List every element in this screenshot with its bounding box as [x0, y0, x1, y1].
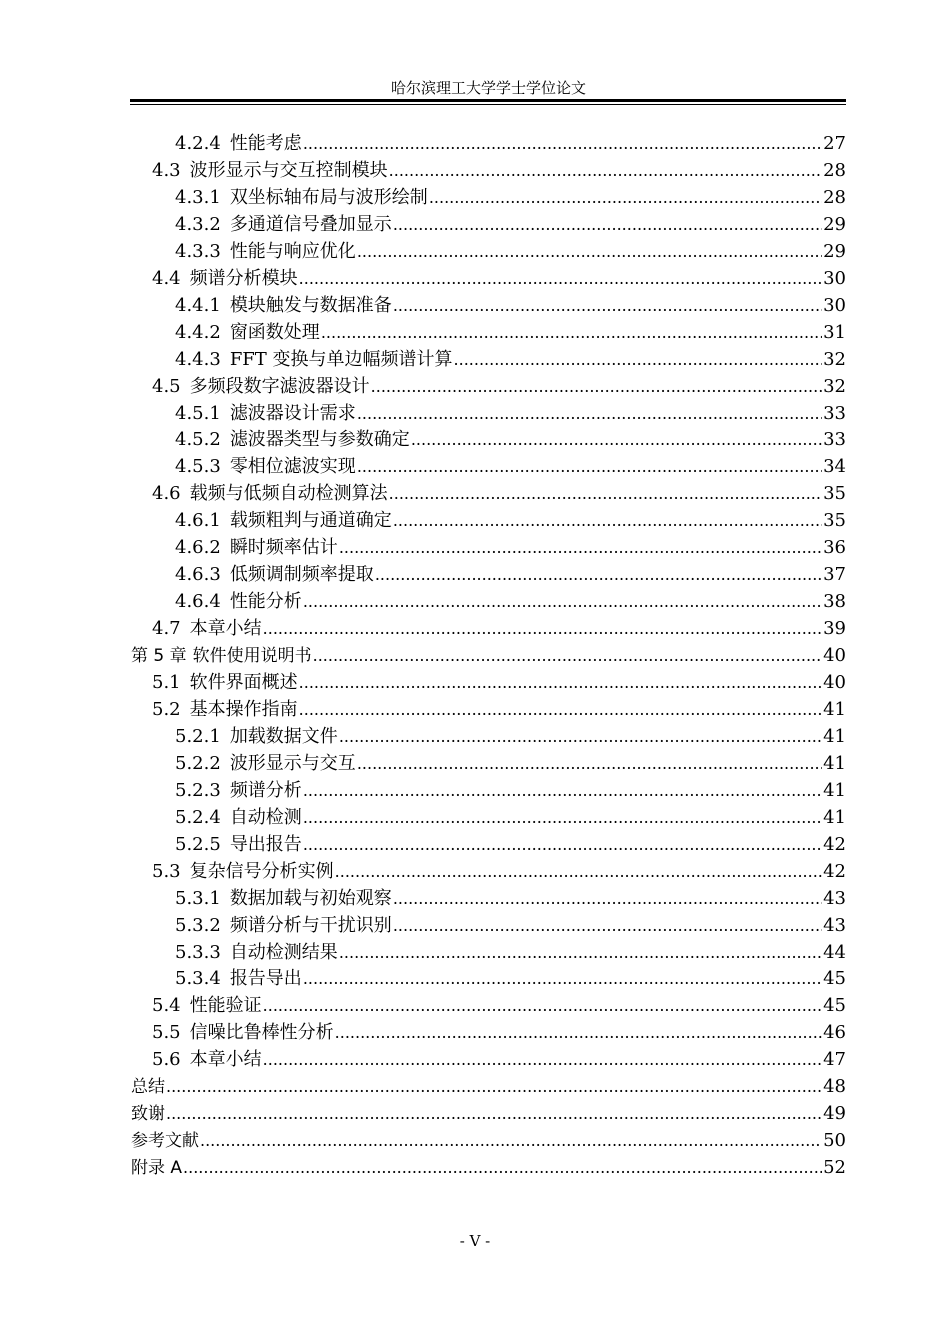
toc-entry-page: 41 — [823, 725, 846, 747]
toc-entry-page: 44 — [823, 941, 846, 963]
toc-entry-number: 4.4.3 — [175, 348, 221, 370]
toc-entry-page: 40 — [823, 645, 846, 667]
toc-entry-title: 复杂信号分析实例 — [189, 860, 334, 882]
toc-entry-page: 29 — [823, 240, 846, 262]
toc-entry-page: 34 — [823, 456, 846, 478]
toc-entry-title: 本章小结 — [189, 1049, 262, 1071]
toc-entry[interactable] — [152, 1046, 846, 1073]
toc-dot-leader — [357, 400, 822, 427]
toc-dot-leader — [299, 669, 822, 696]
toc-entry-number: 4.6.2 — [175, 537, 221, 559]
toc-entry[interactable] — [152, 1019, 846, 1046]
toc-entry[interactable] — [175, 292, 846, 319]
toc-entry-number: 4.3.1 — [175, 186, 221, 208]
toc-entry-page: 37 — [823, 564, 846, 586]
toc-dot-leader — [357, 238, 822, 265]
toc-entry-page: 41 — [823, 698, 846, 720]
toc-entry-title: 本章小结 — [189, 618, 262, 640]
toc-dot-leader — [454, 346, 823, 373]
toc-dot-leader — [166, 1073, 822, 1100]
toc-entry[interactable] — [175, 831, 846, 858]
toc-entry-page: 27 — [823, 133, 846, 154]
toc-entry[interactable] — [175, 561, 846, 588]
toc-entry-number: 5.3.2 — [175, 914, 221, 936]
toc-entry-number: 4.5.1 — [175, 402, 221, 424]
page-number: - V - — [459, 1232, 491, 1250]
toc-entry-title: 频谱分析 — [229, 779, 302, 801]
toc-entry-number: 4.5.3 — [175, 456, 221, 478]
toc-entry-title: 滤波器设计需求 — [229, 402, 356, 424]
toc-entry[interactable] — [131, 1154, 846, 1181]
toc-entry-number: 4.5 — [152, 375, 181, 397]
toc-entry-title: 软件使用说明书 — [192, 646, 312, 667]
toc-entry-title: 致谢 — [131, 1104, 165, 1125]
toc-entry-number: 第 5 章 — [131, 646, 187, 667]
toc-entry-number: 5.3.4 — [175, 968, 221, 990]
toc-dot-leader — [263, 615, 822, 642]
toc-entry-page: 28 — [823, 159, 846, 181]
toc-dot-leader — [263, 992, 822, 1019]
toc-entry[interactable] — [175, 885, 846, 912]
toc-entry-title: 性能考虑 — [229, 133, 302, 154]
toc-entry-page: 28 — [823, 186, 846, 208]
toc-dot-leader — [313, 642, 822, 669]
toc-entry[interactable] — [175, 211, 846, 238]
header-rule-thick — [130, 99, 846, 102]
toc-entry[interactable] — [152, 992, 846, 1019]
toc-entry-title: 导出报告 — [229, 833, 302, 855]
toc-entry-number: 4.2.4 — [175, 133, 221, 154]
toc-entry-title: 频谱分析与干扰识别 — [229, 914, 392, 936]
toc-entry-page: 32 — [823, 348, 846, 370]
toc-entry-page: 52 — [823, 1157, 846, 1179]
running-header: 哈尔滨理工大学学士学位论文 — [390, 79, 586, 97]
toc-entry-number: 5.2.3 — [175, 779, 221, 801]
header-rule-thin — [130, 104, 846, 105]
toc-entry-page: 31 — [823, 321, 846, 343]
toc-entry-number: 5.5 — [152, 1022, 181, 1044]
toc-entry-page: 41 — [823, 752, 846, 774]
toc-dot-leader — [303, 965, 822, 992]
toc-dot-leader — [321, 319, 822, 346]
toc-entry[interactable] — [175, 400, 846, 427]
toc-dot-leader — [357, 750, 822, 777]
toc-dot-leader — [299, 265, 822, 292]
toc-dot-leader — [339, 723, 822, 750]
toc-entry-number: 5.2.4 — [175, 806, 221, 828]
toc-entry[interactable] — [152, 669, 846, 696]
toc-entry-title: 性能验证 — [189, 995, 262, 1017]
toc-entry[interactable] — [152, 157, 846, 184]
toc-entry-title: 波形显示与交互 — [229, 752, 356, 774]
toc-entry-number: 5.2.1 — [175, 725, 221, 747]
toc-dot-leader — [393, 211, 822, 238]
toc-entry-number: 4.4.1 — [175, 294, 221, 316]
toc-dot-leader — [339, 534, 822, 561]
toc-entry[interactable] — [152, 858, 846, 885]
toc-entry-title: 数据加载与初始观察 — [229, 887, 392, 909]
toc-entry-title: 滤波器类型与参数确定 — [229, 429, 410, 451]
toc-dot-leader — [303, 130, 822, 157]
toc-entry[interactable] — [131, 642, 846, 669]
toc-dot-leader — [371, 373, 822, 400]
toc-dot-leader — [357, 453, 822, 480]
toc-entry-title: 瞬时频率估计 — [229, 537, 338, 559]
toc-entry-page: 30 — [823, 267, 846, 289]
toc-entry-title: FFT 变换与单边幅频谱计算 — [229, 348, 453, 370]
toc-dot-leader — [411, 426, 822, 453]
toc-entry-title: 低频调制频率提取 — [229, 564, 374, 586]
toc-entry-number: 5.2.5 — [175, 833, 221, 855]
toc-entry-number: 4.3.2 — [175, 213, 221, 235]
toc-entry[interactable] — [175, 588, 846, 615]
toc-entry[interactable] — [152, 265, 846, 292]
toc-entry[interactable] — [175, 130, 846, 157]
toc-entry-number: 5.4 — [152, 995, 181, 1017]
toc-entry-title: 载频与低频自动检测算法 — [189, 483, 388, 505]
toc-entry-number: 4.6.1 — [175, 510, 221, 532]
toc-entry-number: 4.4 — [152, 267, 181, 289]
toc-entry-page: 46 — [823, 1022, 846, 1044]
toc-entry-title: 附录 A — [131, 1158, 183, 1179]
toc-entry-number: 5.2.2 — [175, 752, 221, 774]
toc-entry-number: 5.3 — [152, 860, 181, 882]
toc-entry-title: 软件界面概述 — [189, 672, 298, 693]
toc-entry-title: 自动检测结果 — [229, 941, 338, 963]
toc-entry-title: 模块触发与数据准备 — [229, 294, 392, 316]
toc-entry-page: 33 — [823, 429, 846, 451]
toc-dot-leader — [303, 804, 822, 831]
toc-entry-title: 多通道信号叠加显示 — [229, 213, 392, 235]
toc-entry[interactable] — [175, 346, 846, 373]
toc-entry-number: 5.3.3 — [175, 941, 221, 963]
toc-entry[interactable] — [152, 480, 846, 507]
toc-entry[interactable] — [175, 804, 846, 831]
toc-entry-title: 频谱分析模块 — [189, 267, 298, 289]
toc-dot-leader — [339, 939, 822, 966]
toc-entry-title: 窗函数处理 — [229, 321, 320, 343]
toc-entry-number: 4.7 — [152, 618, 181, 640]
toc-entry[interactable] — [175, 750, 846, 777]
toc-entry-page: 41 — [823, 779, 846, 801]
toc-entry-page: 39 — [823, 618, 846, 640]
toc-dot-leader — [200, 1127, 822, 1154]
toc-entry[interactable] — [175, 507, 846, 534]
toc-entry-page: 43 — [823, 914, 846, 936]
toc-entry-title: 总结 — [131, 1077, 165, 1098]
toc-dot-leader — [393, 885, 822, 912]
toc-entry-number: 4.5.2 — [175, 429, 221, 451]
toc-entry[interactable] — [175, 319, 846, 346]
toc-entry-title: 参考文献 — [131, 1131, 199, 1152]
toc-dot-leader — [389, 480, 822, 507]
toc-entry[interactable] — [175, 912, 846, 939]
toc-dot-leader — [389, 157, 822, 184]
toc-entry-page: 35 — [823, 483, 846, 505]
toc-entry[interactable] — [131, 1127, 846, 1154]
toc-entry-page: 30 — [823, 294, 846, 316]
toc-entry-page: 38 — [823, 591, 846, 613]
toc-entry-page: 42 — [823, 833, 846, 855]
toc-dot-leader — [335, 1019, 822, 1046]
toc-entry-number: 4.3.3 — [175, 240, 221, 262]
toc-entry[interactable] — [175, 965, 846, 992]
toc-entry-page: 49 — [823, 1103, 846, 1125]
toc-dot-leader — [166, 1100, 822, 1127]
toc-dot-leader — [303, 831, 822, 858]
toc-entry-page: 36 — [823, 537, 846, 559]
toc-entry[interactable] — [175, 777, 846, 804]
toc-entry-title: 波形显示与交互控制模块 — [189, 159, 388, 181]
toc-entry[interactable] — [175, 534, 846, 561]
toc-dot-leader — [263, 1046, 822, 1073]
toc-entry-title: 双坐标轴布局与波形绘制 — [229, 186, 428, 208]
toc-dot-leader — [183, 1154, 822, 1181]
toc-entry[interactable] — [152, 373, 846, 400]
toc-entry-title: 性能分析 — [229, 591, 302, 613]
toc-entry[interactable] — [131, 1073, 846, 1100]
toc-entry-number: 4.6.4 — [175, 591, 221, 613]
toc-dot-leader — [335, 858, 822, 885]
toc-entry-title: 载频粗判与通道确定 — [229, 510, 392, 532]
toc-entry[interactable] — [152, 696, 846, 723]
toc-entry-page: 29 — [823, 213, 846, 235]
toc-entry-title: 基本操作指南 — [189, 698, 298, 720]
toc-entry[interactable] — [131, 1100, 846, 1127]
toc-dot-leader — [393, 912, 822, 939]
toc-entry-page: 42 — [823, 860, 846, 882]
toc-dot-leader — [303, 588, 822, 615]
toc-entry-number: 4.3 — [152, 159, 181, 181]
toc-entry-number: 5.3.1 — [175, 887, 221, 909]
toc-entry-page: 47 — [823, 1049, 846, 1071]
toc-entry-page: 41 — [823, 806, 846, 828]
toc-entry-page: 40 — [823, 672, 846, 693]
toc-entry[interactable] — [152, 615, 846, 642]
toc-entry-page: 33 — [823, 402, 846, 424]
toc-entry-page: 43 — [823, 887, 846, 909]
toc-entry-page: 32 — [823, 375, 846, 397]
toc-dot-leader — [375, 561, 822, 588]
toc-entry-number: 4.6 — [152, 483, 181, 505]
toc-entry-number: 4.6.3 — [175, 564, 221, 586]
toc-entry-number: 5.6 — [152, 1049, 181, 1071]
toc-entry-page: 45 — [823, 995, 846, 1017]
toc-entry-title: 加载数据文件 — [229, 725, 338, 747]
toc-entry[interactable] — [175, 184, 846, 211]
toc-dot-leader — [299, 696, 822, 723]
toc-entry-title: 性能与响应优化 — [229, 240, 356, 262]
toc-entry-page: 45 — [823, 968, 846, 990]
toc-entry-number: 5.1 — [152, 672, 181, 693]
toc-entry-title: 信噪比鲁棒性分析 — [189, 1022, 334, 1044]
toc-entry[interactable] — [175, 238, 846, 265]
toc-entry-title: 报告导出 — [229, 968, 302, 990]
toc-entry-page: 35 — [823, 510, 846, 532]
toc-entry-title: 多频段数字滤波器设计 — [189, 375, 370, 397]
toc-dot-leader — [393, 507, 822, 534]
toc-dot-leader — [303, 777, 822, 804]
toc-dot-leader — [393, 292, 822, 319]
toc-entry[interactable] — [175, 939, 846, 966]
toc-entry[interactable] — [175, 723, 846, 750]
toc-entry[interactable] — [175, 426, 846, 453]
toc-entry-title: 零相位滤波实现 — [229, 456, 356, 478]
toc-entry[interactable] — [175, 453, 846, 480]
toc-entry-title: 自动检测 — [229, 806, 302, 828]
toc-entry-page: 48 — [823, 1076, 846, 1098]
toc-entry-number: 4.4.2 — [175, 321, 221, 343]
toc-entry-number: 5.2 — [152, 698, 181, 720]
toc-entry-page: 50 — [823, 1130, 846, 1152]
toc-dot-leader — [429, 184, 822, 211]
